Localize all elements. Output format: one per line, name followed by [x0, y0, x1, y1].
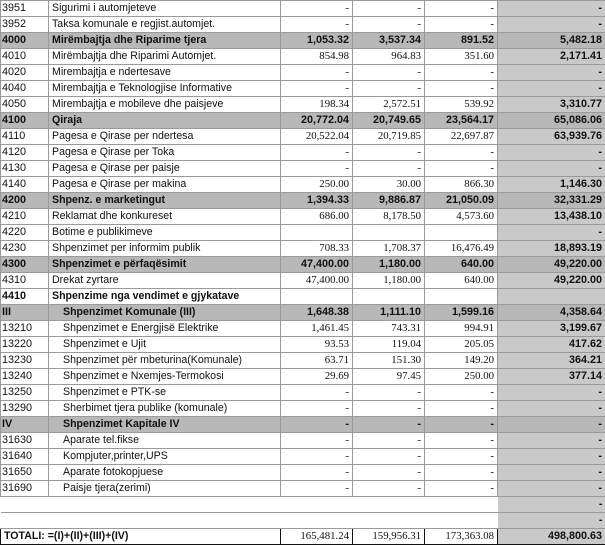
row-value-3: -: [425, 17, 498, 33]
table-row: [1, 353, 605, 369]
row-value-1: -: [281, 17, 353, 33]
row-value-2: -: [353, 145, 425, 161]
row-code: 4010: [1, 49, 49, 65]
row-value-2: -: [353, 481, 425, 497]
row-value-3: -: [425, 417, 498, 433]
table-row: [1, 401, 605, 417]
total-label: TOTALI: =(I)+(II)+(III)+(IV): [1, 529, 281, 545]
row-value-3: 16,476.49: [425, 241, 498, 257]
row-value-3: 994.91: [425, 321, 498, 337]
total-col4: 498,800.63: [498, 529, 605, 545]
row-description: Paisje tjera(zerimi): [49, 481, 281, 497]
row-value-1: 20,772.04: [281, 113, 353, 129]
row-code: 4200: [1, 193, 49, 209]
total-row: [1, 529, 605, 545]
row-description: Sherbimet tjera publike (komunale): [49, 401, 281, 417]
row-value-1: 1,461.45: [281, 321, 353, 337]
row-value-3: 351.60: [425, 49, 498, 65]
row-value-total: -: [498, 449, 605, 465]
table-row: [1, 321, 605, 337]
row-value-3: 640.00: [425, 273, 498, 289]
table-row: [1, 337, 605, 353]
row-description: Pagesa e Qirase per paisje: [49, 161, 281, 177]
row-value-total: 4,358.64: [498, 305, 605, 321]
table-row: [1, 129, 605, 145]
row-value-2: 1,111.10: [353, 305, 425, 321]
row-code: 4210: [1, 209, 49, 225]
table-row: [1, 33, 605, 49]
row-value-total: -: [498, 513, 605, 529]
row-value-2: -: [353, 449, 425, 465]
row-value-1: 47,400.00: [281, 273, 353, 289]
row-value-total: 2,171.41: [498, 49, 605, 65]
row-code: 4130: [1, 161, 49, 177]
table-row: [1, 369, 605, 385]
row-value-2: -: [353, 161, 425, 177]
table-row: [1, 481, 605, 497]
row-description: Shpenzime nga vendimet e gjykatave: [49, 289, 281, 305]
row-value-total: 377.14: [498, 369, 605, 385]
row-code: 3952: [1, 17, 49, 33]
table-row: [1, 385, 605, 401]
table-row: [1, 145, 605, 161]
row-description: Reklamat dhe konkureset: [49, 209, 281, 225]
row-value-2: 8,178.50: [353, 209, 425, 225]
row-description: Mirembajtja e Teknologjise Informative: [49, 81, 281, 97]
table-row: [1, 177, 605, 193]
row-value-total: 5,482.18: [498, 33, 605, 49]
row-code: 4100: [1, 113, 49, 129]
row-value-total: 3,310.77: [498, 97, 605, 113]
row-value-2: -: [353, 433, 425, 449]
row-value-total: 1,146.30: [498, 177, 605, 193]
row-value-2: 1,180.00: [353, 273, 425, 289]
row-code: 13220: [1, 337, 49, 353]
row-value-1: -: [281, 465, 353, 481]
row-code: 31630: [1, 433, 49, 449]
row-value-total: -: [498, 1, 605, 17]
table-row: [1, 417, 605, 433]
row-value-3: 205.05: [425, 337, 498, 353]
row-value-1: 47,400.00: [281, 257, 353, 273]
table-row: [1, 193, 605, 209]
row-value-3: -: [425, 465, 498, 481]
row-value-2: 743.31: [353, 321, 425, 337]
row-value-1: 198.34: [281, 97, 353, 113]
row-value-3: 866.30: [425, 177, 498, 193]
row-value-1: -: [281, 449, 353, 465]
row-value-2: 1,708.37: [353, 241, 425, 257]
row-value-total: -: [498, 385, 605, 401]
row-description: Shpenzimet per informim publik: [49, 241, 281, 257]
row-code: 13290: [1, 401, 49, 417]
table-row: [1, 497, 605, 513]
row-value-total: -: [498, 225, 605, 241]
row-code: 4300: [1, 257, 49, 273]
row-value-total: -: [498, 433, 605, 449]
row-code: IV: [1, 417, 49, 433]
row-value-total: 49,220.00: [498, 257, 605, 273]
row-value-3: -: [425, 1, 498, 17]
row-value-2: -: [353, 417, 425, 433]
row-value-2: [353, 225, 425, 241]
row-value-3: -: [425, 65, 498, 81]
row-value-2: -: [353, 65, 425, 81]
table-row: [1, 49, 605, 65]
row-value-3: 4,573.60: [425, 209, 498, 225]
row-code: 4050: [1, 97, 49, 113]
row-value-2: -: [353, 1, 425, 17]
table-row: [1, 65, 605, 81]
row-description: Sigurimi i automjeteve: [49, 1, 281, 17]
row-code: 4140: [1, 177, 49, 193]
row-value-2: 151.30: [353, 353, 425, 369]
row-value-3: 250.00: [425, 369, 498, 385]
row-description: Shpenzimet e Energjisë Elektrike: [49, 321, 281, 337]
row-value-total: -: [498, 401, 605, 417]
row-value-total: 32,331.29: [498, 193, 605, 209]
row-description: Pagesa e Qirase per ndertesa: [49, 129, 281, 145]
row-value-2: [353, 513, 425, 529]
row-description: Shpenzimet e përfaqësimit: [49, 257, 281, 273]
row-code: 4120: [1, 145, 49, 161]
row-value-3: [425, 513, 498, 529]
row-value-1: -: [281, 417, 353, 433]
row-value-1: 1,394.33: [281, 193, 353, 209]
row-description: Shpenzimet e Ujit: [49, 337, 281, 353]
row-value-3: 891.52: [425, 33, 498, 49]
table-row: [1, 97, 605, 113]
row-value-2: 30.00: [353, 177, 425, 193]
row-description: Drekat zyrtare: [49, 273, 281, 289]
row-description: Kompjuter,printer,UPS: [49, 449, 281, 465]
row-description: Shpenzimet Kapitale IV: [49, 417, 281, 433]
row-description: Pagesa e Qirase per Toka: [49, 145, 281, 161]
row-value-1: -: [281, 65, 353, 81]
row-code: 13230: [1, 353, 49, 369]
row-description: Qiraja: [49, 113, 281, 129]
row-value-1: [281, 513, 353, 529]
row-value-2: 20,719.85: [353, 129, 425, 145]
row-value-2: 2,572.51: [353, 97, 425, 113]
row-value-total: 63,939.76: [498, 129, 605, 145]
table-row: [1, 17, 605, 33]
row-value-1: -: [281, 81, 353, 97]
row-value-3: 23,564.17: [425, 113, 498, 129]
row-value-2: 964.83: [353, 49, 425, 65]
row-value-1: [281, 289, 353, 305]
row-value-3: -: [425, 385, 498, 401]
row-value-1: 93.53: [281, 337, 353, 353]
table-row: [1, 113, 605, 129]
row-value-1: -: [281, 145, 353, 161]
total-col3: 173,363.08: [425, 529, 498, 545]
row-value-3: -: [425, 81, 498, 97]
row-value-1: -: [281, 481, 353, 497]
row-description: Shpenzimet për mbeturina(Komunale): [49, 353, 281, 369]
row-value-2: -: [353, 401, 425, 417]
row-value-3: [425, 289, 498, 305]
row-value-2: 1,180.00: [353, 257, 425, 273]
row-code: 4310: [1, 273, 49, 289]
row-description: Mirëmbajtja dhe Riparime tjera: [49, 33, 281, 49]
row-value-1: -: [281, 161, 353, 177]
row-value-3: 22,697.87: [425, 129, 498, 145]
row-value-2: 20,749.65: [353, 113, 425, 129]
row-value-total: -: [498, 17, 605, 33]
row-code: 13210: [1, 321, 49, 337]
row-value-total: -: [498, 417, 605, 433]
row-value-3: -: [425, 161, 498, 177]
row-description: Mirëmbajtja dhe Riparimi Automjet.: [49, 49, 281, 65]
row-value-3: 640.00: [425, 257, 498, 273]
row-value-total: -: [498, 81, 605, 97]
row-value-1: -: [281, 1, 353, 17]
table-row: [1, 465, 605, 481]
table-row: [1, 257, 605, 273]
row-code: III: [1, 305, 49, 321]
row-value-2: 3,537.34: [353, 33, 425, 49]
table-row: [1, 513, 605, 529]
table-row: [1, 305, 605, 321]
row-value-1: 1,053.32: [281, 33, 353, 49]
row-value-1: 708.33: [281, 241, 353, 257]
row-value-3: -: [425, 145, 498, 161]
row-value-total: -: [498, 161, 605, 177]
table-row: [1, 241, 605, 257]
row-code: 4220: [1, 225, 49, 241]
row-value-2: 97.45: [353, 369, 425, 385]
table-row: [1, 1, 605, 17]
row-description: Shpenzimet e PTK-se: [49, 385, 281, 401]
row-value-3: 539.92: [425, 97, 498, 113]
row-value-total: 3,199.67: [498, 321, 605, 337]
row-value-3: 1,599.16: [425, 305, 498, 321]
row-value-2: 119.04: [353, 337, 425, 353]
row-code: 13250: [1, 385, 49, 401]
total-col1: 165,481.24: [281, 529, 353, 545]
row-value-total: -: [498, 497, 605, 513]
row-description: Pagesa e Qirase per makina: [49, 177, 281, 193]
row-value-1: [281, 225, 353, 241]
row-value-2: [353, 289, 425, 305]
row-value-3: -: [425, 481, 498, 497]
row-value-3: -: [425, 401, 498, 417]
row-code: 31690: [1, 481, 49, 497]
row-code: 4230: [1, 241, 49, 257]
row-value-total: 18,893.19: [498, 241, 605, 257]
row-value-2: -: [353, 465, 425, 481]
row-value-2: [353, 497, 425, 513]
row-value-total: -: [498, 465, 605, 481]
row-value-3: [425, 497, 498, 513]
row-value-2: -: [353, 81, 425, 97]
row-value-total: -: [498, 145, 605, 161]
table-row: [1, 289, 605, 305]
row-description: Shpenz. e marketingut: [49, 193, 281, 209]
row-description: Shpenzimet e Nxemjes-Termokosi: [49, 369, 281, 385]
row-value-total: [498, 289, 605, 305]
table-row: [1, 449, 605, 465]
row-code: 3951: [1, 1, 49, 17]
row-value-2: -: [353, 17, 425, 33]
row-code: 4040: [1, 81, 49, 97]
table-row: [1, 161, 605, 177]
row-value-1: [281, 497, 353, 513]
row-value-3: 149.20: [425, 353, 498, 369]
row-description: Taksa komunale e regjist.automjet.: [49, 17, 281, 33]
row-value-1: 686.00: [281, 209, 353, 225]
row-code: 31640: [1, 449, 49, 465]
row-code: 4000: [1, 33, 49, 49]
row-value-1: -: [281, 401, 353, 417]
row-code: [1, 513, 49, 529]
row-value-3: -: [425, 449, 498, 465]
row-value-total: 65,086.06: [498, 113, 605, 129]
row-value-3: 21,050.09: [425, 193, 498, 209]
row-value-1: 20,522.04: [281, 129, 353, 145]
row-description: Mirembajtja e mobileve dhe paisjeve: [49, 97, 281, 113]
row-value-total: 13,438.10: [498, 209, 605, 225]
row-value-total: -: [498, 65, 605, 81]
row-description: Aparate tel.fikse: [49, 433, 281, 449]
row-value-1: -: [281, 385, 353, 401]
row-description: Shpenzimet Komunale (III): [49, 305, 281, 321]
row-value-3: [425, 225, 498, 241]
row-value-total: 364.21: [498, 353, 605, 369]
row-value-total: -: [498, 481, 605, 497]
row-description: Aparate fotokopjuese: [49, 465, 281, 481]
row-description: Botime e publikimeve: [49, 225, 281, 241]
row-value-1: 250.00: [281, 177, 353, 193]
row-value-total: 49,220.00: [498, 273, 605, 289]
table-row: [1, 225, 605, 241]
row-code: 13240: [1, 369, 49, 385]
row-value-3: -: [425, 433, 498, 449]
row-code: 4410: [1, 289, 49, 305]
table-body: [1, 1, 605, 529]
row-code: 31650: [1, 465, 49, 481]
row-value-2: 9,886.87: [353, 193, 425, 209]
row-value-1: -: [281, 433, 353, 449]
table-row: [1, 433, 605, 449]
row-value-2: -: [353, 385, 425, 401]
row-value-1: 854.98: [281, 49, 353, 65]
row-code: 4110: [1, 129, 49, 145]
table-row: [1, 81, 605, 97]
table-row: [1, 273, 605, 289]
row-description: [49, 513, 281, 529]
row-code: 4020: [1, 65, 49, 81]
total-col2: 159,956.31: [353, 529, 425, 545]
table-row: [1, 209, 605, 225]
row-value-1: 1,648.38: [281, 305, 353, 321]
row-value-total: 417.62: [498, 337, 605, 353]
row-code: [1, 497, 49, 513]
row-description: [49, 497, 281, 513]
row-value-1: 29.69: [281, 369, 353, 385]
row-description: Mirembajtja e ndertesave: [49, 65, 281, 81]
row-value-1: 63.71: [281, 353, 353, 369]
